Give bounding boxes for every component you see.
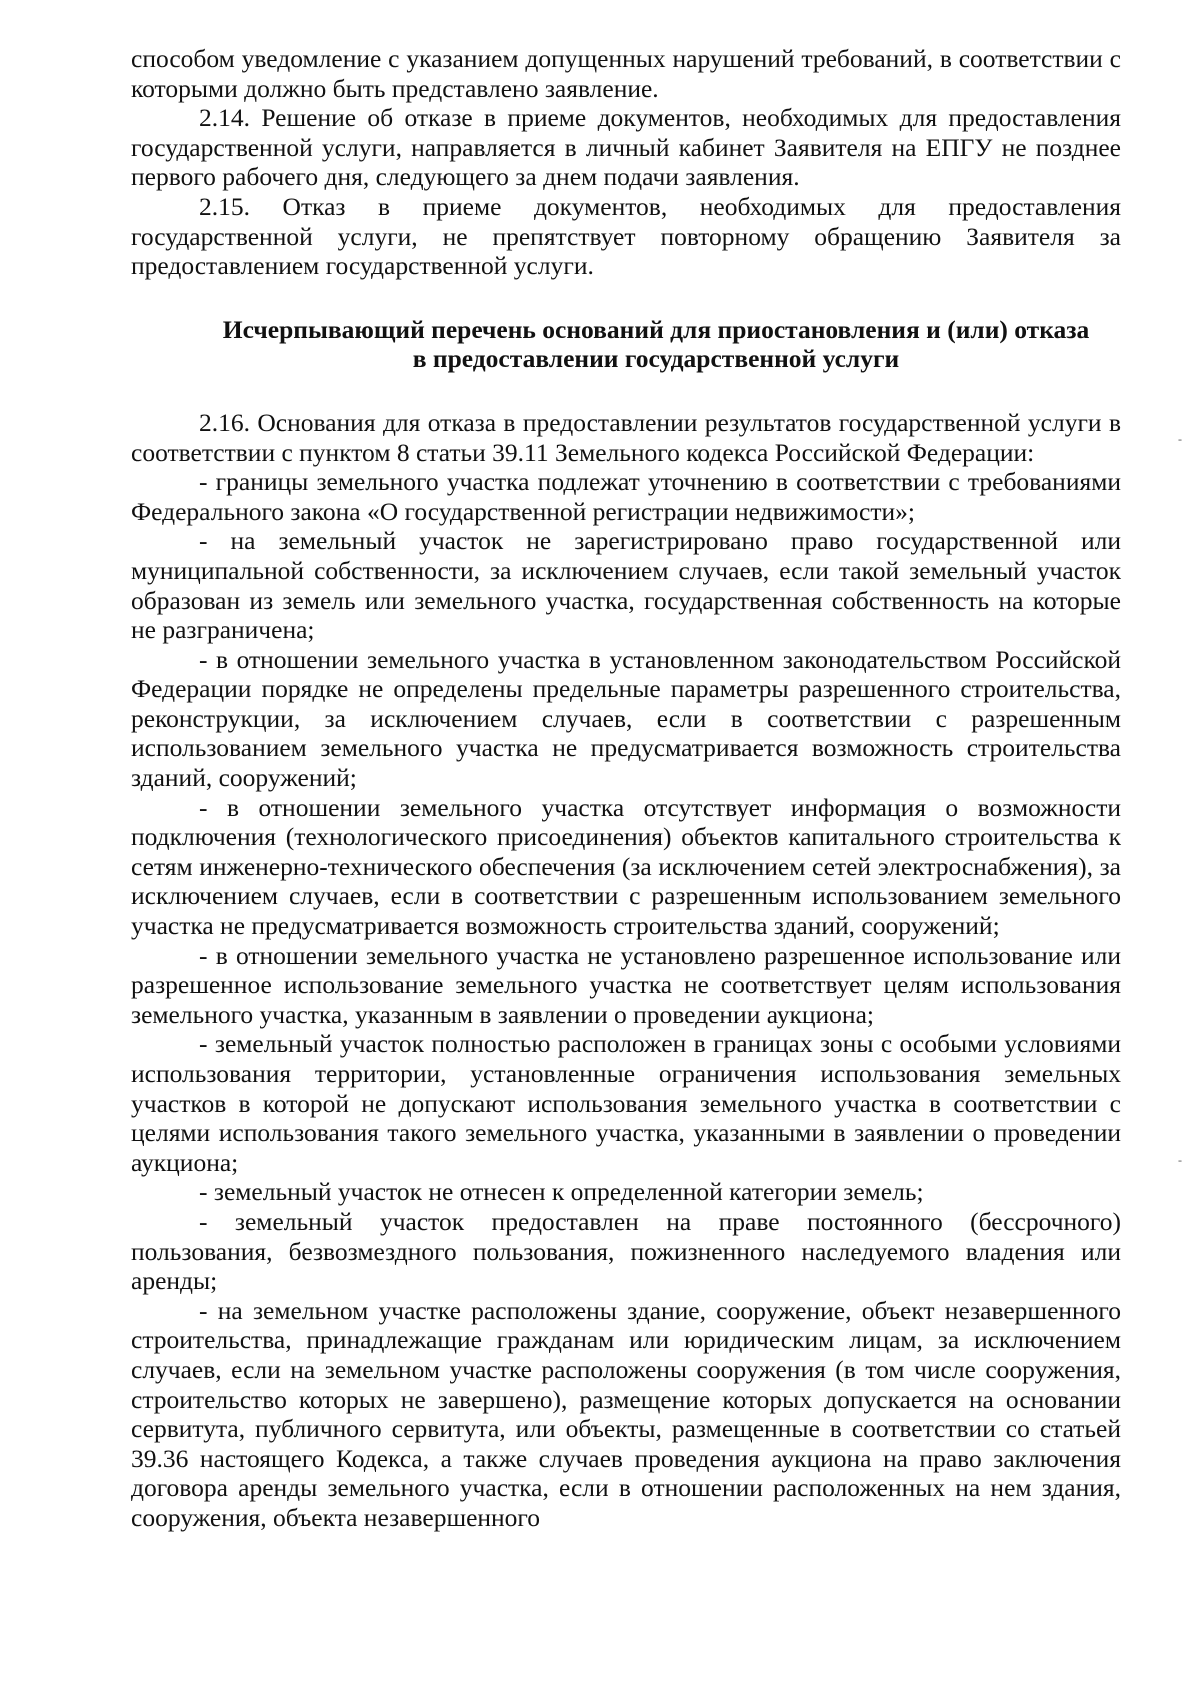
- edge-mark: -: [1178, 1153, 1182, 1167]
- paragraph-2-14: 2.14. Решение об отказе в приеме документов, необходимых для предоставления государственной услуги, направляется в личный кабинет Заявителя на ЕПГУ не позднее первого рабочего дня, следующего за днем подачи заявления.: [131, 103, 1121, 192]
- section-heading-line1: Исчерпывающий перечень оснований для приостановления и (или) отказа: [222, 314, 1090, 344]
- paragraph-intro: способом уведомление с указанием допущенных нарушений требований, в соответствии с которыми должно быть представлено заявление.: [131, 44, 1121, 103]
- list-item-buildings: - на земельном участке расположены здание, сооружение, объект незавершенного строительства, принадлежащие гражданам или юридическим лицам, за исключением случаев, если на земельном участке расположены сооружения (в том числе сооружения, строительство которых не завершено), размещение которых допускается на основании сервитута, публичного сервитута, или объекты, размещенные в соответствии со статьей 39.36 настоящего Кодекса, а также случаев проведения аукциона на право заключения договора аренды земельного участка, если в отношении расположенных на нем здания, сооружения, объекта незавершенного: [131, 1295, 1121, 1532]
- list-item-boundaries: - границы земельного участка подлежат уточнению в соответствии с требованиями Федерального закона «О государственной регистрации недвижимости»;: [131, 467, 1121, 526]
- section-heading: [131, 315, 1121, 374]
- edge-mark: -: [1178, 432, 1182, 446]
- list-item-permitted-use: - в отношении земельного участка не установлено разрешенное использование или разрешенное использование земельного участка не соответствует целям использования земельного участка, указанным в заявлении о проведении аукциона;: [131, 940, 1121, 1029]
- list-item-parameters: - в отношении земельного участка в установленном законодательством Российской Федерации порядке не определены предельные параметры разрешенного строительства, реконструкции, за исключением случаев, если в соответствии с разрешенным использованием земельного участка не предусматривается возможность строительства зданий, сооружений;: [131, 644, 1121, 793]
- list-item-land-category: - земельный участок не отнесен к определенной категории земель;: [199, 1177, 924, 1207]
- list-item-ownership: - на земельный участок не зарегистрировано право государственной или муниципальной собственности, за исключением случаев, если такой земельный участок образован из земель или земельного участка, государственная собственность на которые не разграничена;: [131, 526, 1121, 645]
- list-item-connection: - в отношении земельного участка отсутствует информация о возможности подключения (технологического присоединения) объектов капитального строительства к сетям инженерно-технического обеспечения (за исключением сетей электроснабжения), за исключением случаев, если в соответствии с разрешенным использованием земельного участка не предусматривается возможность строительства зданий, сооружений;: [131, 792, 1121, 941]
- list-item-special-zone: - земельный участок полностью расположен в границах зоны с особыми условиями использования территории, установленные ограничения использования земельных участков в которой не допускают использования земельного участка в соответствии с целями использования такого земельного участка, указанными в заявлении о проведении аукциона;: [131, 1029, 1121, 1177]
- list-item-granted-rights: - земельный участок предоставлен на праве постоянного (бессрочного) пользования, безвозмездного пользования, пожизненного наследуемого владения или аренды;: [131, 1206, 1121, 1296]
- section-heading-line2: в предоставлении государственной услуги: [412, 344, 900, 374]
- paragraph-2-15: 2.15. Отказ в приеме документов, необходимых для предоставления государственной услуги, не препятствует повторному обращению Заявителя за предоставлением государственной услуги.: [131, 191, 1121, 281]
- document-body: [131, 44, 1121, 1533]
- paragraph-2-16: 2.16. Основания для отказа в предоставлении результатов государственной услуги в соответствии с пунктом 8 статьи 39.11 Земельного кодекса Российской Федерации:: [131, 407, 1121, 467]
